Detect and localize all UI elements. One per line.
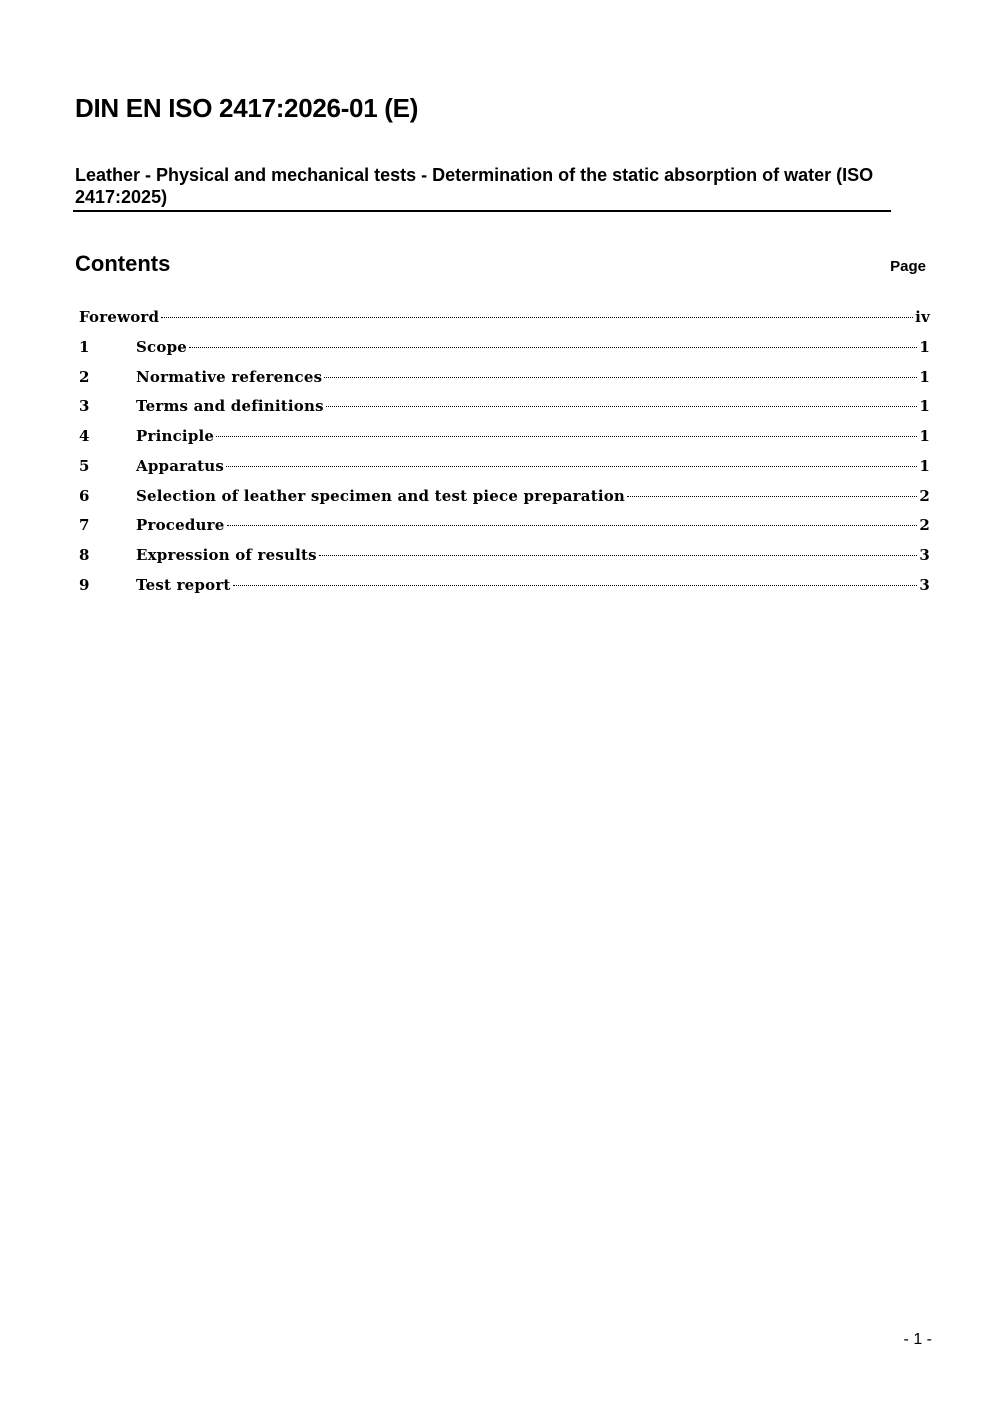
page-column-label: Page <box>890 258 926 275</box>
toc-entry-scope[interactable] <box>79 335 930 365</box>
toc-entry-label[interactable]: Principle <box>136 427 215 445</box>
toc-entry-page: 1 <box>919 337 930 356</box>
toc-entry-page: 3 <box>919 546 930 564</box>
toc-entry-number: 1 <box>79 337 90 356</box>
toc-entry-label[interactable]: Procedure <box>136 516 225 535</box>
toc-entry-page: 1 <box>919 427 930 445</box>
toc-entry-principle[interactable] <box>79 424 930 454</box>
toc-entry-label[interactable]: Apparatus <box>136 456 225 475</box>
toc-entry-label[interactable]: Scope <box>136 337 188 356</box>
toc-entry-number: 4 <box>79 427 90 445</box>
table-of-contents <box>79 305 930 603</box>
toc-entry-page: 2 <box>919 486 930 505</box>
title-divider <box>73 210 891 212</box>
toc-entry-number: 6 <box>79 486 90 505</box>
toc-entry-label[interactable]: Normative references <box>136 367 323 386</box>
toc-entry-label[interactable]: Expression of results <box>136 546 317 564</box>
toc-entry-page: 1 <box>919 456 930 475</box>
toc-leader-dots <box>227 525 918 526</box>
toc-entry-procedure[interactable] <box>79 513 930 543</box>
toc-entry-test-report[interactable] <box>79 573 930 603</box>
document-title: DIN EN ISO 2417:2026-01 (E) <box>75 93 419 123</box>
toc-entry-page: 2 <box>919 516 930 535</box>
toc-entry-label[interactable]: Terms and definitions <box>136 397 324 416</box>
toc-entry-number: 5 <box>79 456 90 475</box>
toc-leader-dots <box>324 377 917 378</box>
toc-entry-label[interactable]: Selection of leather specimen and test piece preparation <box>136 486 626 505</box>
toc-leader-dots <box>226 466 917 467</box>
toc-entry-number: 2 <box>79 367 90 386</box>
toc-entry-page: 1 <box>919 397 930 416</box>
toc-entry-page: 3 <box>919 575 930 594</box>
toc-entry-foreword[interactable] <box>79 305 930 335</box>
toc-leader-dots <box>319 555 918 556</box>
toc-entry-number: 9 <box>79 575 90 594</box>
toc-entry-expression-of-results[interactable] <box>79 543 930 573</box>
toc-leader-dots <box>161 317 913 318</box>
toc-leader-dots <box>326 406 918 407</box>
toc-entry-apparatus[interactable] <box>79 454 930 484</box>
document-subtitle: Leather - Physical and mechanical tests - Determination of the static absorption of water (ISO 2417:2025) <box>75 165 874 207</box>
toc-entry-number: 3 <box>79 397 90 416</box>
toc-leader-dots <box>189 347 917 348</box>
toc-entry-terms-and-definitions[interactable] <box>79 394 930 424</box>
toc-leader-dots <box>216 436 917 437</box>
toc-entry-number: 7 <box>79 516 90 535</box>
toc-entry-normative-references[interactable] <box>79 365 930 395</box>
toc-entry-page: iv <box>915 308 930 326</box>
toc-entry-page: 1 <box>919 367 930 386</box>
toc-entry-label[interactable]: Foreword <box>79 308 160 326</box>
toc-leader-dots <box>627 496 917 497</box>
contents-heading: Contents <box>75 251 171 276</box>
toc-entry-label[interactable]: Test report <box>136 575 231 594</box>
toc-entry-specimen-selection[interactable] <box>79 484 930 514</box>
page-number: - 1 - <box>903 1331 932 1348</box>
toc-entry-number: 8 <box>79 546 90 564</box>
toc-leader-dots <box>233 585 918 586</box>
